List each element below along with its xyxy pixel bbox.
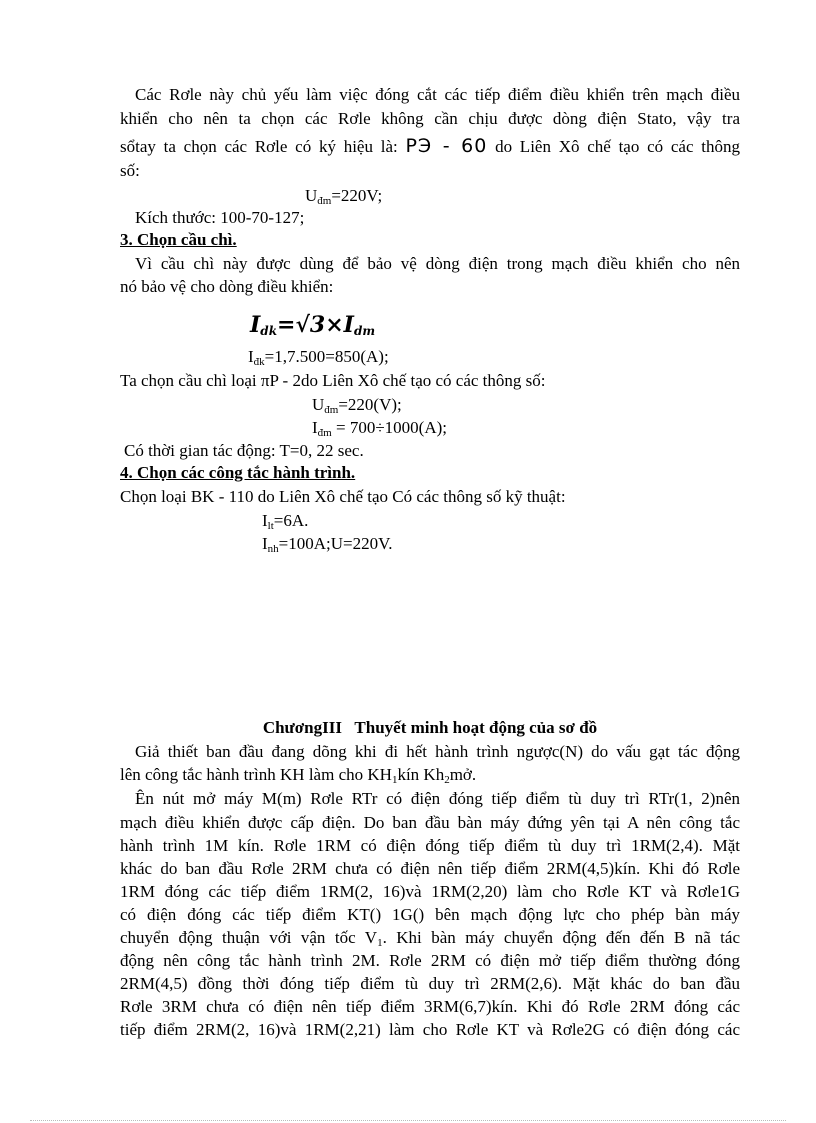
paragraph-line <box>120 135 740 158</box>
subscript: nh <box>267 543 279 555</box>
symbol: I <box>262 534 268 553</box>
control-current <box>248 346 389 373</box>
paragraph-line: 1RM đóng các tiếp điểm 1RM(2, 16)và 1RM(2,20) làm cho Rơle KT và Rơle1G <box>120 882 740 901</box>
value: =6A. <box>273 511 309 530</box>
paragraph-line: số: <box>120 161 140 180</box>
page-bottom-rule <box>30 1120 786 1121</box>
text-run: sổtay ta chọn các Rơle có ký hiệu là: <box>120 137 398 156</box>
paragraph-line: Vì cầu chì này được dùng để bảo vệ dòng điện trong mạch điều khiển cho nên <box>135 254 740 273</box>
paragraph-line: Ên nút mở máy M(m) Rơle RTr có điện đóng tiếp điểm tù duy trì RTr(1, 2)nên <box>135 789 740 808</box>
section-heading: 4. Chọn các công tắc hành trình. <box>120 463 356 482</box>
text-run: mở. <box>449 765 477 784</box>
paragraph-line: tiếp điểm 2RM(2, 16)và 1RM(2,21) làm cho Rơle KT và Rơle2G có điện đóng các <box>120 1020 740 1039</box>
subscript: dm <box>353 324 376 338</box>
value: =220V; <box>331 186 383 205</box>
paragraph-line: 2RM(4,5) đồng thời đóng tiếp điểm tù duy trì 2RM(2,6). Mặt khác do ban đầu <box>120 974 740 993</box>
value: =1,7.500=850(A); <box>264 347 389 366</box>
subscript: 2 <box>444 774 450 786</box>
paragraph-line: khác do ban đầu Rơle 2RM chưa có điện nên tiếp điểm 2RM(4,5)kín. Khi đó Rơle <box>120 859 740 878</box>
paragraph-line: mạch điều khiển được cấp điện. Do ban đầu bàn máy đứng yên tại A nên công tắc <box>120 813 740 832</box>
dimensions: Kích thước: 100-70-127; <box>135 208 305 227</box>
text-run: lên công tắc hành trình KH làm cho KH <box>120 765 392 784</box>
response-time: Có thời gian tác động: T=0, 22 sec. <box>124 441 364 460</box>
section-heading: 3. Chọn cầu chì. <box>120 230 237 249</box>
symbol: I <box>250 312 261 338</box>
paragraph-line: nó bảo vệ cho dòng điều khiển: <box>120 277 334 296</box>
switch-current <box>262 533 392 560</box>
subscript: lt <box>267 520 274 532</box>
value: = 700÷1000(A); <box>331 418 447 437</box>
expression: =√3×I <box>277 312 354 338</box>
symbol: I <box>248 347 254 366</box>
text-run: kín Kh <box>397 765 445 784</box>
paragraph-line: Các Rơle này chủ yếu làm việc đóng cắt các tiếp điểm điều khiển trên mạch điều <box>135 85 740 104</box>
subscript: dk <box>260 324 278 338</box>
subscript: đm <box>317 427 332 439</box>
text-run: do Liên Xô chế tạo có các thông <box>495 137 740 156</box>
paragraph-line: có điện đóng các tiếp điểm KT() 1G() bên mạch động lực cho phép bàn máy <box>120 905 740 924</box>
paragraph-line: Chọn loại BK - 110 do Liên Xô chế tạo Có các thông số kỹ thuật: <box>120 487 566 506</box>
symbol: U <box>305 186 318 205</box>
value: =100A;U=220V. <box>278 534 393 553</box>
paragraph-line <box>120 764 476 791</box>
paragraph-line: Ta chọn cầu chì loại πP - 2do Liên Xô chế tạo có các thông số: <box>120 371 546 390</box>
text-run: chuyển động thuận với vận tốc V <box>120 928 378 947</box>
value: =220(V); <box>338 395 402 414</box>
relay-code: PЭ - 60 <box>405 135 488 157</box>
current-formula <box>250 312 375 338</box>
paragraph-line: Giả thiết ban đầu đang dõng khi đi hết hành trình ngược(N) do vấu gạt tác động <box>135 742 740 761</box>
rated-voltage <box>305 185 382 212</box>
subscript: đm <box>324 404 339 416</box>
symbol: U <box>312 395 325 414</box>
subscript: đm <box>317 195 332 207</box>
text-run: . Khi bàn máy chuyển động đến đến B nã tác <box>382 928 740 947</box>
chapter-title: ChươngIII Thuyết minh hoạt động của sơ đồ <box>262 718 598 737</box>
symbol: I <box>312 418 318 437</box>
paragraph-line: động nên công tắc hành trình 2M. Rơle 2RM có điện mở tiếp điểm thường đóng <box>120 951 740 970</box>
paragraph-line: hành trình 1M kín. Rơle 1RM có điện đóng tiếp điểm tù duy trì 1RM(2,4). Mặt <box>120 836 740 855</box>
subscript: 1 <box>377 937 383 949</box>
paragraph-line: Rơle 3RM chưa có điện nên tiếp điểm 3RM(6,7)kín. Khi đó Rơle 2RM đóng các <box>120 997 740 1016</box>
paragraph-line: khiển cho nên ta chọn các Rơle không cần chịu được dòng điện Stato, vậy tra <box>120 109 740 128</box>
subscript: đk <box>253 356 265 368</box>
symbol: I <box>262 511 268 530</box>
subscript: 1 <box>391 774 398 786</box>
